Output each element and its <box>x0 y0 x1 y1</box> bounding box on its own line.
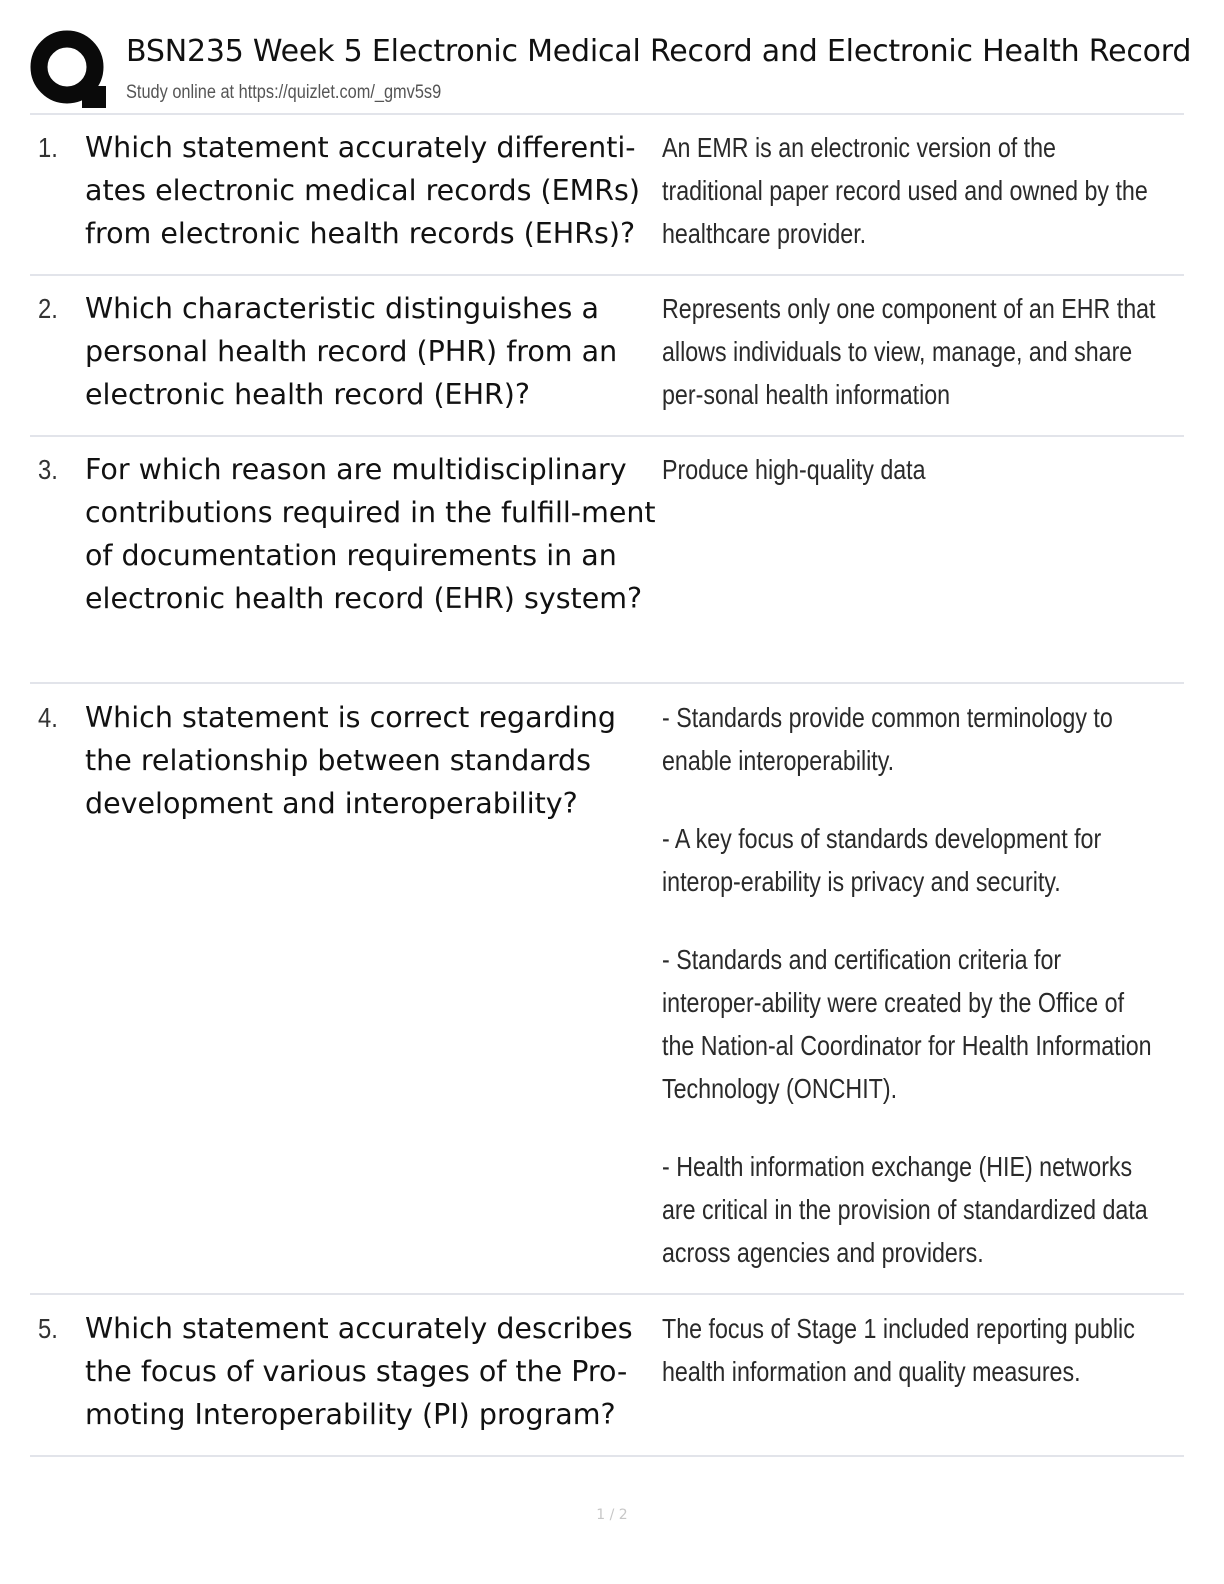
definition-text: The focus of Stage 1 included reporting public health information and quality measures. <box>662 1313 1135 1387</box>
definition-text: - Standards provide common terminology to enable interoperability. <box>662 702 1113 776</box>
card-definition <box>662 1307 1160 1393</box>
card-definition <box>662 696 1160 1274</box>
divider <box>30 274 1184 276</box>
card-term: Which statement is correct regarding the relationship between standards development and interoperability? <box>85 701 616 820</box>
definition-text: - A key focus of standards development for interop-erability is privacy and security. <box>662 823 1102 897</box>
definition-text: An EMR is an electronic version of the traditional paper record used and owned by the healthcare provider. <box>662 132 1148 249</box>
definition-text: Produce high-quality data <box>662 454 926 485</box>
card-term: Which statement accurately describes the focus of various stages of the Pro-moting Interoperability (PI) program? <box>85 1312 633 1431</box>
divider <box>30 682 1184 684</box>
divider <box>30 1293 1184 1295</box>
divider <box>30 1455 1184 1457</box>
card-number: 2. <box>38 293 58 324</box>
card-term: For which reason are multidisciplinary contributions required in the fulfill-ment of documentation requirements in an electronic health record (EHR) system? <box>85 453 656 615</box>
page-number: 1 / 2 <box>596 1507 628 1523</box>
page-title: BSN235 Week 5 Electronic Medical Record and Electronic Health Record <box>126 34 1192 69</box>
card-term: Which characteristic distinguishes a personal health record (PHR) from an electronic health record (EHR)? <box>85 292 618 411</box>
card-term: Which statement accurately differenti-ates electronic medical records (EMRs) from electronic health records (EHRs)? <box>85 131 640 250</box>
card-number: 1. <box>38 132 58 163</box>
study-link[interactable]: Study online at https://quizlet.com/_gmv5s9 <box>126 82 442 103</box>
card-number: 3. <box>38 454 58 485</box>
divider <box>30 435 1184 437</box>
card-definition <box>662 287 1160 416</box>
quizlet-logo-icon <box>30 30 108 108</box>
definition-text: - Standards and certification criteria for interoper-ability were created by the Office of the Nation-al Coordinator for Health Information Technology (ONCHIT). <box>662 944 1152 1104</box>
card-number: 5. <box>38 1313 58 1344</box>
definition-text: Represents only one component of an EHR that allows individuals to view, manage, and share per-sonal health information <box>662 293 1156 410</box>
card-number: 4. <box>38 702 58 733</box>
divider <box>30 113 1184 115</box>
page-header <box>30 30 1190 114</box>
card-definition <box>662 448 1160 491</box>
definition-text: - Health information exchange (HIE) networks are critical in the provision of standardized data across agencies and providers. <box>662 1151 1148 1268</box>
card-definition <box>662 126 1160 255</box>
